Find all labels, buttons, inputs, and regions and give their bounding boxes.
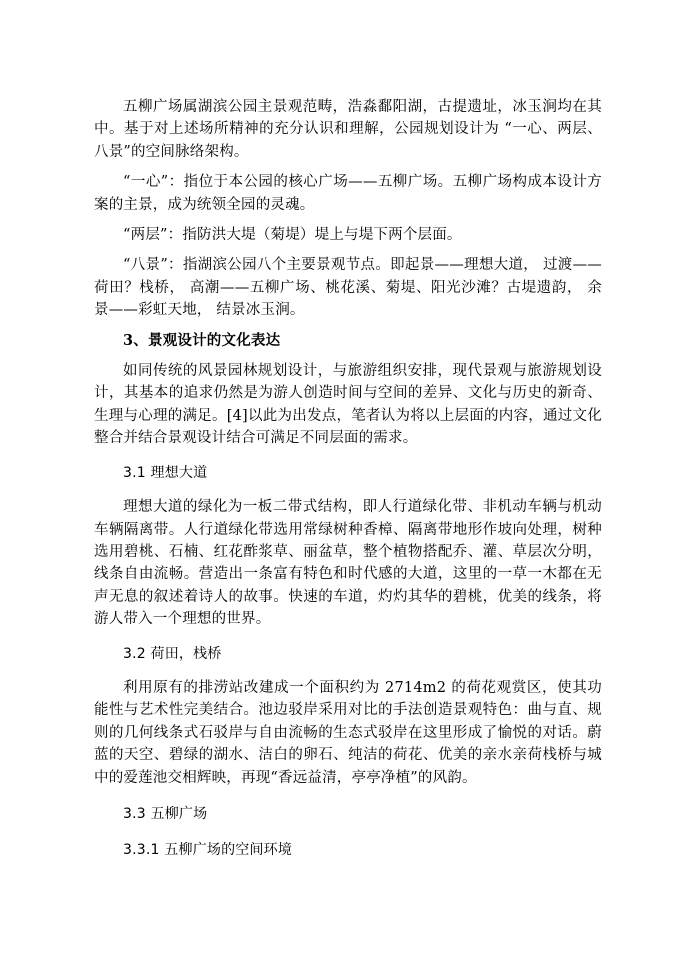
paragraph-ideal-avenue: 理想大道的绿化为一板二带式结构，即人行道绿化带、非机动车辆与机动车辆隔离带。人行道绿化带选用常绿树种香樟、隔离带地形作坡向处理，树种选用碧桃、石楠、红花酢浆草、丽盆草，整个植物搭配乔、灌、草层次分明，线条自由流畅。营造出一条富有特色和时代感的大道，这里的一草一木都在无声无息的叙述着诗人的故事。快速的车道，灼灼其华的碧桃，优美的线条，将游人带入一个理想的世界。 xyxy=(94,499,602,628)
paragraph-one-center: “一心”：指位于本公园的核心广场——五柳广场。五柳广场构成本设计方案的主景，成为统领全园的灵魂。 xyxy=(94,174,602,213)
subheading-3-1: 3.1 理想大道 xyxy=(123,464,208,481)
section-heading-3: 3、景观设计的文化表达 xyxy=(123,331,281,349)
document-page xyxy=(94,96,602,862)
subheading-3-3-1: 3.3.1 五柳广场的空间环境 xyxy=(123,842,293,859)
paragraph-lotus-field: 利用原有的排涝站改建成一个面积约为 2714m2 的荷花观赏区，使其功能性与艺术性完美结合。池边驳岸采用对比的手法创造景观特色：曲与直、规则的几何线条式石驳岸与自由流畅的生态式驳岸在这里形成了愉悦的对话。蔚蓝的天空、碧绿的湖水、洁白的卵石、纯洁的荷花、优美的亲水亲荷栈桥与城中的爱莲池交相辉映，再现“香远益清，亭亭净植”的风韵。 xyxy=(94,679,602,786)
paragraph-intro: 五柳广场属湖滨公园主景观范畴，浩淼鄱阳湖，古提遗址，冰玉涧均在其中。基于对上述场所精神的充分认识和理解，公园规划设计为 “一心、两层、八景”的空间脉络架构。 xyxy=(94,99,602,160)
subheading-3-3: 3.3 五柳广场 xyxy=(123,805,208,822)
paragraph-two-layers: “两层”：指防洪大堤（菊堤）堤上与堤下两个层面。 xyxy=(123,227,462,244)
subheading-3-2: 3.2 荷田，栈桥 xyxy=(123,645,222,662)
paragraph-eight-scenes: “八景”：指湖滨公园八个主要景观节点。即起景——理想大道， 过渡——荷田？栈桥， 高潮——五柳广场、桃花溪、菊堤、阳光沙滩？古堤遗韵， 余景——彩虹天地， 结景冰玉涧。 xyxy=(94,257,602,319)
paragraph-cultural-expression: 如同传统的风景园林规划设计，与旅游组织安排，现代景观与旅游规划设计，其基本的追求仍然是为游人创造时间与空间的差异、文化与历史的新奇、生理与心理的满足。[4]以此为出发点，笔者认为将以上层面的内容，通过文化整合并结合景观设计结合可满足不同层面的需求。 xyxy=(94,363,602,447)
